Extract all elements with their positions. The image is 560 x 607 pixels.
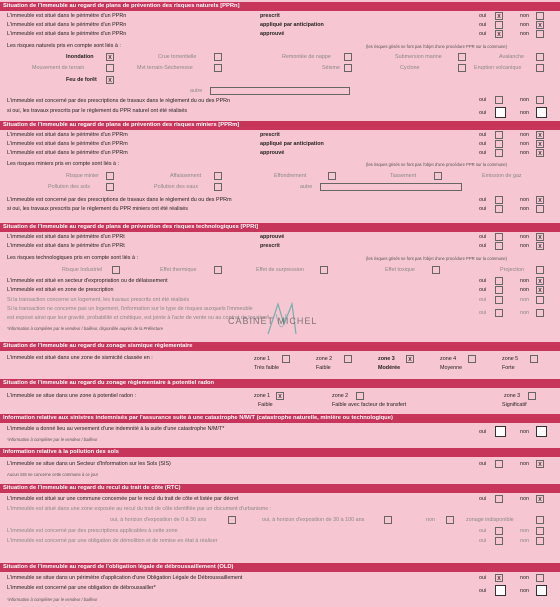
checkbox-rtc-option[interactable]	[536, 516, 544, 524]
vendor-note: *information à compléter par le vendeur / bailleur	[7, 437, 98, 442]
zone-label: zone 3	[504, 393, 521, 399]
non-label: non	[426, 517, 435, 523]
checkbox-non[interactable]	[536, 527, 544, 535]
checkbox-risk[interactable]	[214, 64, 222, 72]
checkbox-non[interactable]: x	[536, 131, 544, 139]
risk-label: Effet thermique	[160, 267, 197, 273]
checkbox-oui[interactable]: x	[495, 574, 503, 582]
greyed-note: (les risques grisés ne font pas l'objet d'une procédure PPR sur la commune)	[366, 162, 508, 167]
oui-label: oui	[479, 110, 487, 116]
risk-label: Pollution des eaux	[154, 184, 199, 190]
checkbox-oui[interactable]	[495, 527, 503, 535]
checkbox-oui[interactable]	[495, 277, 503, 285]
level-label: Très faible	[254, 365, 279, 371]
checkbox-zone[interactable]	[356, 392, 364, 400]
zone-label-selected: zone 3	[378, 356, 395, 362]
non-label: non	[520, 429, 529, 435]
checkbox-risk[interactable]	[536, 64, 544, 72]
oui-label: oui	[479, 22, 487, 28]
row-label: L'immeuble est situé dans le périmètre d'un PPRm	[7, 150, 128, 156]
checkbox-non[interactable]	[536, 585, 547, 596]
checkbox-risk[interactable]	[434, 172, 442, 180]
row-label: L'immeuble est situé dans le périmètre d'un PPRn	[7, 31, 127, 37]
checkbox-oui[interactable]	[495, 495, 503, 503]
non-label: non	[520, 97, 529, 103]
autre-label: autre	[190, 88, 203, 94]
risk-label: Effet de surpression	[256, 267, 304, 273]
ppr-status-label: approuvé	[260, 150, 285, 156]
section-header-sismique: Situation de l'immeuble au regard du zonage sismique règlementaire	[0, 342, 560, 351]
row-label: L'immeuble est situé dans le périmètre d'un PPRt	[7, 243, 125, 249]
non-label: non	[520, 278, 529, 284]
ppr-status-label: prescrit	[260, 132, 280, 138]
checkbox-non[interactable]: x	[536, 140, 544, 148]
checkbox-zone[interactable]	[530, 355, 538, 363]
checkbox-non[interactable]: x	[536, 495, 544, 503]
checkbox-oui[interactable]	[495, 286, 503, 294]
checkbox-oui[interactable]	[495, 196, 503, 204]
oui-label: oui	[479, 278, 487, 284]
oui-label: oui	[479, 141, 487, 147]
checkbox-non[interactable]: x	[536, 277, 544, 285]
non-label: non	[520, 588, 529, 594]
checkbox-risk[interactable]	[458, 64, 466, 72]
watermark-brand: CABINET MICHEL	[228, 316, 318, 326]
risk-label: Remontée de nappe	[282, 54, 331, 60]
risk-label: Mouvement de terrain	[32, 65, 85, 71]
checkbox-non[interactable]: x	[536, 286, 544, 294]
section-header-radon: Situation de l'immeuble au regard du zonage règlementaire à potentiel radon	[0, 379, 560, 388]
non-label: non	[520, 297, 529, 303]
row-label: L'immeuble est situé dans une zone exposée au recul du trait de côte identifiée par un document d'urbanisme :	[7, 506, 272, 512]
checkbox-non[interactable]	[536, 96, 544, 104]
non-label: non	[520, 234, 529, 240]
checkbox-risk[interactable]	[344, 64, 352, 72]
row-label: L'immeuble est situé dans le périmètre d'un PPRn	[7, 22, 127, 28]
non-label: non	[520, 310, 529, 316]
section-header-sinistres: Information relative aux sinistres indemnisés par l'assurance suite à une catastrophe N/M/T (catastrophe naturelle, minière ou technologique)	[0, 414, 560, 423]
row-label: L'immeuble se situe dans une zone à potentiel radon :	[7, 393, 136, 399]
checkbox-non[interactable]: x	[536, 242, 544, 250]
checkbox-oui[interactable]	[495, 205, 503, 213]
ppr-status-label: prescrit	[260, 243, 280, 249]
non-label: non	[520, 575, 529, 581]
risk-label: Mvt terrain-Sécheresse	[137, 65, 193, 71]
row-label: L'immeuble a donné lieu au versement d'une indemnité à la suite d'une catastrophe N/M/T*	[7, 426, 225, 432]
checkbox-risk[interactable]	[344, 53, 352, 61]
row-label: L'immeuble est situé dans le périmètre d'un PPRm	[7, 132, 128, 138]
risk-label: Projection	[500, 267, 524, 273]
oui-label: oui	[479, 197, 487, 203]
checkbox-oui[interactable]	[495, 149, 503, 157]
zone-label: zone 2	[332, 393, 349, 399]
checkbox-oui[interactable]	[495, 537, 503, 545]
section-header-sis: Information relative à la pollution des sols	[0, 448, 560, 457]
level-label: Faible	[316, 365, 331, 371]
row-label: L'immeuble est concerné par des prescriptions applicables à cette zone	[7, 528, 178, 534]
ppr-status-label: approuvé	[260, 234, 285, 240]
row-label: L'immeuble est concerné par des prescriptions de travaux dans le règlement du ou des PPRm	[7, 197, 232, 203]
checkbox-non[interactable]	[536, 12, 544, 20]
checkbox-risk[interactable]	[214, 266, 222, 274]
oui-label: oui	[479, 31, 487, 37]
checkbox-non[interactable]: x	[536, 149, 544, 157]
vendor-note: *information à compléter par le vendeur / bailleur, disponible auprès de la Préfecture	[7, 326, 163, 331]
level-label-selected: Modérée	[378, 365, 401, 371]
row-label: L'immeuble est situé sur une commune concernée par le recul du trait de côte et listée par décret	[7, 496, 239, 502]
oui-label: oui	[479, 429, 487, 435]
risk-label: Affaissement	[170, 173, 202, 179]
risks-title: Les risques miniers pris en compte sont liés à :	[7, 161, 120, 167]
non-label: non	[520, 243, 529, 249]
oui-label: oui	[479, 496, 487, 502]
non-label: non	[520, 110, 529, 116]
checkbox-oui[interactable]	[495, 242, 503, 250]
checkbox-oui[interactable]	[495, 296, 503, 304]
non-label: non	[520, 206, 529, 212]
rtc-option: zonage indisponible	[466, 517, 514, 523]
checkbox-feu-de-foret[interactable]: x	[106, 76, 114, 84]
oui-label: oui	[479, 538, 487, 544]
non-label: non	[520, 496, 529, 502]
row-label: L'immeuble est situé dans une zone de sismicité classée en :	[7, 355, 153, 361]
vendor-note: *information à compléter par le vendeur / bailleur	[7, 597, 98, 602]
risk-label: Séisme	[322, 65, 340, 71]
checkbox-oui[interactable]: x	[495, 12, 503, 20]
row-label: L'immeuble est situé en zone de prescription	[7, 287, 114, 293]
checkbox-non[interactable]	[536, 296, 544, 304]
row-label: Si la transaction concerne un logement, les travaux prescrits ont été réalisés	[7, 297, 190, 303]
checkbox-oui[interactable]	[495, 131, 503, 139]
sis-note: Aucun SIS ne concerne cette commune à ce jour	[7, 472, 99, 477]
row-label: L'immeuble est situé dans le périmètre d'un PPRm	[7, 141, 128, 147]
level-label: Forte	[502, 365, 515, 371]
zone-label: zone 4	[440, 356, 457, 362]
section-header-pprm: Situation de l'immeuble au regard de plans de prévention des risques miniers [PPRm]	[0, 121, 560, 130]
non-label: non	[520, 287, 529, 293]
checkbox-non[interactable]	[536, 107, 547, 118]
row-label: L'immeuble est situé dans le périmètre d'un PPRt	[7, 234, 125, 240]
section-header-pprt: Situation de l'immeuble au regard de plans de prévention des risques technologiques [PPRt]	[0, 223, 560, 232]
risk-inondation: Inondation	[66, 54, 94, 60]
checkbox-risk[interactable]	[320, 266, 328, 274]
section-header-old: Situation de l'immeuble au regard de l'obligation légale de débroussaillement (OLD)	[0, 563, 560, 572]
checkbox-risk[interactable]	[214, 172, 222, 180]
checkbox-zone[interactable]	[528, 392, 536, 400]
ppr-status-label: approuvé	[260, 31, 285, 37]
level-label: Faible avec facteur de transfert	[332, 402, 407, 408]
risks-title: Les risques naturels pris en compte sont liés à :	[7, 43, 121, 49]
level-label: Moyenne	[440, 365, 463, 371]
non-label: non	[520, 13, 529, 19]
non-label: non	[520, 150, 529, 156]
rtc-option: oui, à horizon d'exposition de 0 à 30 ans	[110, 517, 207, 523]
checkbox-zone-selected[interactable]: x	[276, 392, 284, 400]
ppr-status-label: appliqué par anticipation	[260, 141, 324, 147]
oui-label: oui	[479, 310, 487, 316]
oui-label: oui	[479, 206, 487, 212]
checkbox-oui[interactable]	[495, 585, 506, 596]
ppr-status-label: prescrit	[260, 13, 280, 19]
risk-label: Crue torrentielle	[158, 54, 197, 60]
row-label: L'immeuble est concerné par une obligation de démolition et de remise en état à réaliser	[7, 538, 218, 544]
risk-label: Effet toxique	[385, 267, 415, 273]
risk-label: Eruption volcanique	[474, 65, 522, 71]
risk-label: Effondrement	[274, 173, 307, 179]
checkbox-rtc-option[interactable]	[446, 516, 454, 524]
checkbox-non[interactable]	[536, 537, 544, 545]
risk-label: Emission de gaz	[482, 173, 522, 179]
checkbox-rtc-option[interactable]	[384, 516, 392, 524]
risk-label: Tassement	[390, 173, 417, 179]
non-label: non	[520, 461, 529, 467]
risk-label: Cyclone	[400, 65, 420, 71]
checkbox-oui[interactable]	[495, 21, 503, 29]
autre-field[interactable]	[320, 183, 462, 191]
risks-title: Les risques technologiques pris en compte sont liés à :	[7, 255, 138, 261]
checkbox-oui[interactable]: x	[495, 30, 503, 38]
risk-label: Risque Industriel	[62, 267, 103, 273]
checkbox-oui[interactable]	[495, 309, 503, 317]
row-label: L'immeuble est situé en secteur d'expropriation ou de délaissement	[7, 278, 168, 284]
checkbox-zone[interactable]	[344, 355, 352, 363]
checkbox-risk[interactable]	[328, 172, 336, 180]
checkbox-zone[interactable]	[468, 355, 476, 363]
checkbox-oui[interactable]	[495, 460, 503, 468]
oui-label: oui	[479, 297, 487, 303]
autre-label: autre	[300, 184, 313, 190]
ppr-status-label: appliqué par anticipation	[260, 22, 324, 28]
checkbox-non[interactable]: x	[536, 233, 544, 241]
autre-field[interactable]	[210, 87, 350, 95]
checkbox-non[interactable]: x	[536, 460, 544, 468]
rtc-option: oui, à horizon d'exposition de 30 à 100 ans	[262, 517, 365, 523]
greyed-note: (les risques grisés ne font pas l'objet d'une procédure PPR sur la commune)	[366, 44, 508, 49]
row-label: L'immeuble se situe dans un périmètre d'application d'une Obligation Légale de Débroussaillement	[7, 575, 243, 581]
checkbox-oui[interactable]	[495, 140, 503, 148]
checkbox-non[interactable]	[536, 426, 547, 437]
non-label: non	[520, 141, 529, 147]
risk-label: Pollution des sols	[48, 184, 90, 190]
zone-label: zone 1	[254, 393, 271, 399]
greyed-note: (les risques grisés ne font pas l'objet d'une procédure PPR sur la commune)	[366, 256, 508, 261]
zone-label: zone 1	[254, 356, 271, 362]
checkbox-risk[interactable]	[432, 266, 440, 274]
checkbox-risk[interactable]	[214, 183, 222, 191]
oui-label: oui	[479, 97, 487, 103]
oui-label: oui	[479, 461, 487, 467]
risk-label: Submersion marine	[395, 54, 442, 60]
zone-label: zone 5	[502, 356, 519, 362]
oui-label: oui	[479, 234, 487, 240]
non-label: non	[520, 22, 529, 28]
checkbox-inondation[interactable]: x	[106, 53, 114, 61]
non-label: non	[520, 197, 529, 203]
oui-label: oui	[479, 575, 487, 581]
checkbox-oui[interactable]	[495, 233, 503, 241]
row-label: L'immeuble est concerné par une obligation de débroussailler*	[7, 585, 156, 591]
level-label: Faible	[258, 402, 273, 408]
level-label: Significatif	[502, 402, 527, 408]
non-label: non	[520, 528, 529, 534]
row-label: L'immeuble est concerné par des prescriptions de travaux dans le règlement du ou des PPRn	[7, 98, 231, 104]
checkbox-risk[interactable]	[214, 53, 222, 61]
checkbox-non[interactable]	[536, 574, 544, 582]
non-label: non	[520, 132, 529, 138]
checkbox-oui[interactable]	[495, 107, 506, 118]
checkbox-zone-selected[interactable]: x	[406, 355, 414, 363]
checkbox-risk[interactable]	[536, 53, 544, 61]
checkbox-zone[interactable]	[282, 355, 290, 363]
checkbox-risk[interactable]	[536, 266, 544, 274]
checkbox-oui[interactable]	[495, 96, 503, 104]
risk-label: Risque minier	[66, 173, 99, 179]
oui-label: oui	[479, 150, 487, 156]
checkbox-non[interactable]	[536, 30, 544, 38]
zone-label: zone 2	[316, 356, 333, 362]
checkbox-non[interactable]	[536, 309, 544, 317]
oui-label: oui	[479, 528, 487, 534]
oui-label: oui	[479, 132, 487, 138]
checkbox-oui[interactable]	[495, 426, 506, 437]
row-label: si oui, les travaux prescrits par le règlement du PPR naturel ont été réalisés	[7, 108, 188, 114]
non-label: non	[520, 31, 529, 37]
checkbox-non[interactable]: x	[536, 21, 544, 29]
checkbox-risk[interactable]	[458, 53, 466, 61]
oui-label: oui	[479, 588, 487, 594]
row-label: L'immeuble se situe dans un Secteur d'Information sur les Sols (SIS)	[7, 461, 171, 467]
checkbox-risk[interactable]	[112, 266, 120, 274]
risk-label: Avalanche	[499, 54, 525, 60]
section-header-rtc: Situation de l'immeuble au regard du recul du trait de côte (RTC)	[0, 484, 560, 493]
non-label: non	[520, 538, 529, 544]
row-label: est exposé ainsi que leur gravité, probabilité et cinétique, est jointe à l'acte de vente ou au contrat de location*	[7, 315, 270, 321]
oui-label: oui	[479, 13, 487, 19]
checkbox-risk[interactable]	[106, 183, 114, 191]
section-header-pprn: Situation de l'immeuble au regard de plans de prévention des risques naturels [PPRn]	[0, 2, 560, 11]
risk-feu-de-foret: Feu de forêt	[66, 77, 97, 83]
checkbox-non[interactable]	[536, 205, 544, 213]
row-label: si oui, les travaux prescrits par le règlement du PPR miniers ont été réalisés	[7, 206, 188, 212]
checkbox-non[interactable]: x	[536, 196, 544, 204]
checkbox-risk[interactable]	[106, 172, 114, 180]
checkbox-rtc-option[interactable]	[228, 516, 236, 524]
oui-label: oui	[479, 287, 487, 293]
row-label: L'immeuble est situé dans le périmètre d'un PPRn	[7, 13, 127, 19]
checkbox-risk[interactable]	[106, 64, 114, 72]
row-label: Si la transaction ne concerne pas un logement, l'information sur le type de risques auxquels l'immeuble	[7, 306, 253, 312]
oui-label: oui	[479, 243, 487, 249]
